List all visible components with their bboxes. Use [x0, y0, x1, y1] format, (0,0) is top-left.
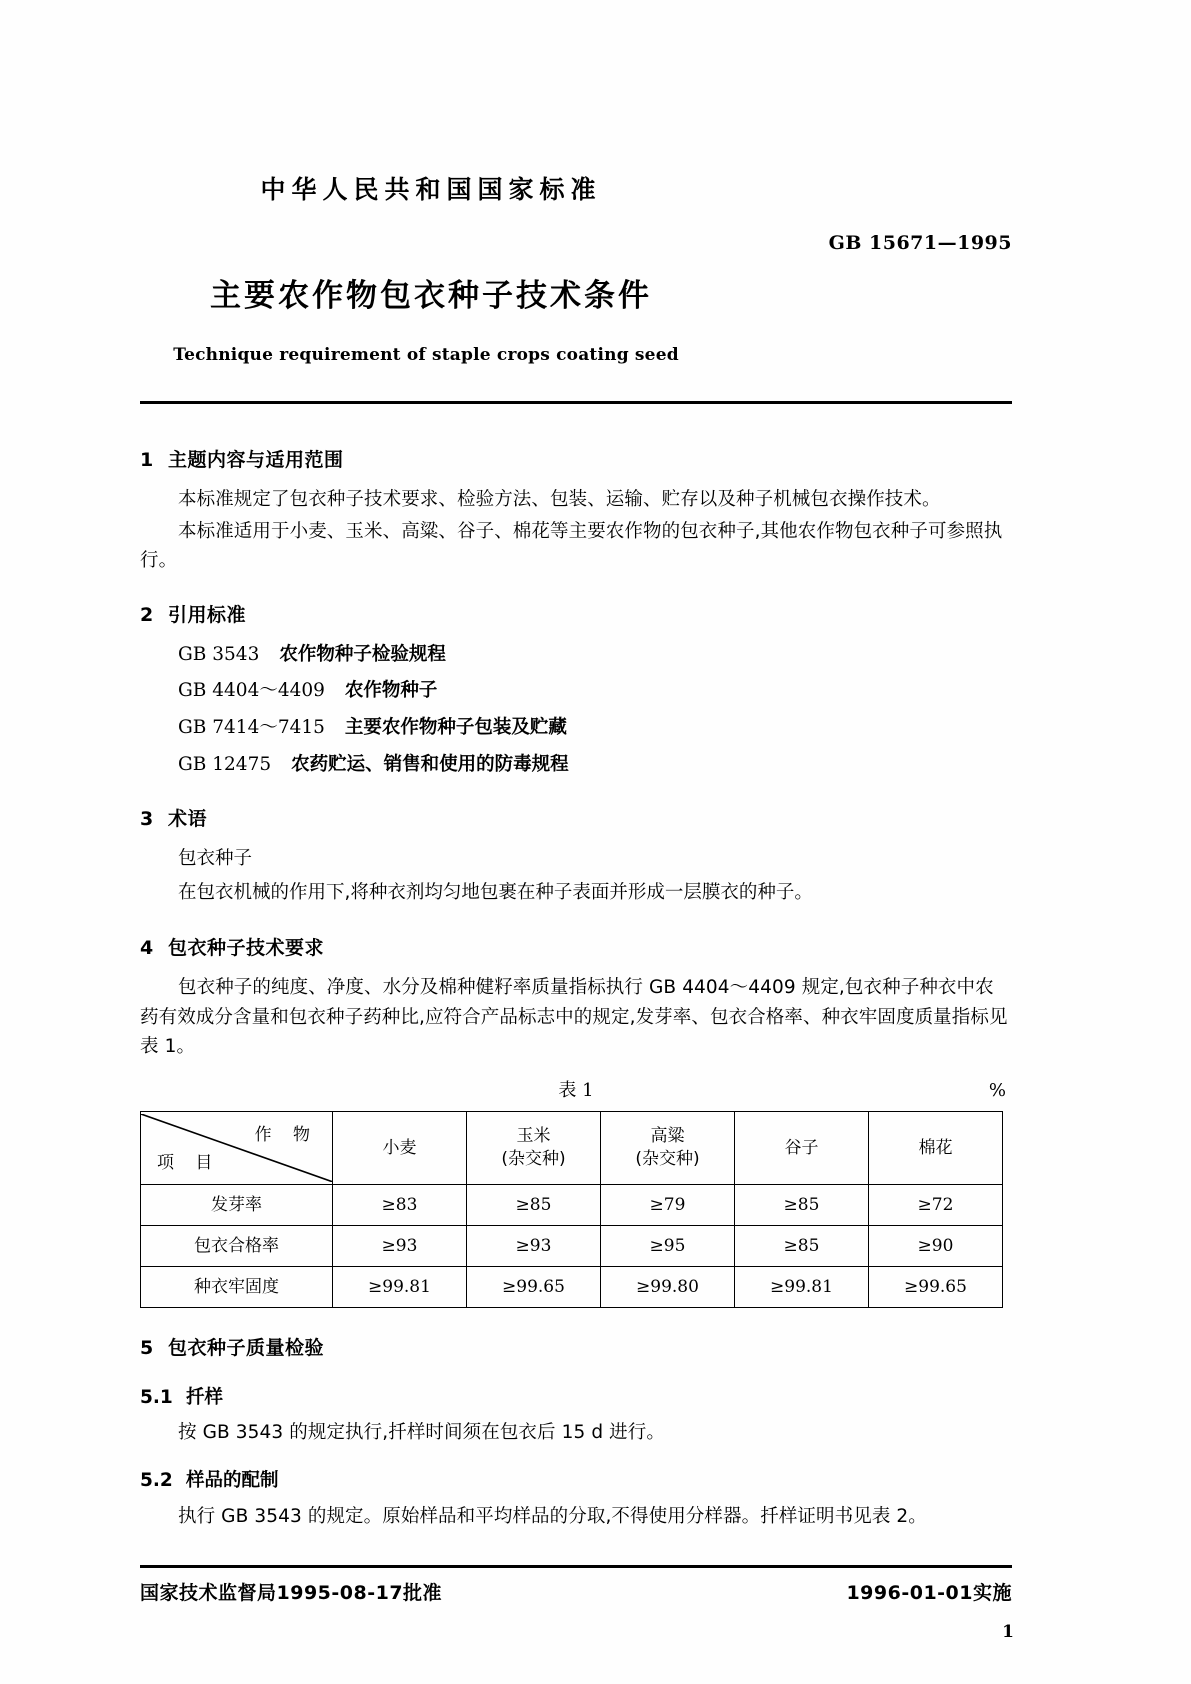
reference-title: 农作物种子检验规程 — [279, 643, 446, 665]
table-corner-cell — [141, 1112, 333, 1185]
section-1-paragraph-2: 本标准适用于小麦、玉米、高粱、谷子、棉花等主要农作物的包衣种子,其他农作物包衣种子可参照执行。 — [140, 520, 1003, 571]
section-5-2-number: 5.2 — [140, 1470, 173, 1492]
section-5-2-title: 样品的配制 — [186, 1470, 279, 1492]
section-5-heading — [140, 1334, 1012, 1363]
implementation-date: 1996-01-01实施 — [846, 1582, 1012, 1605]
table-column-header — [333, 1112, 467, 1185]
section-1-paragraph-1: 本标准规定了包衣种子技术要求、检验方法、包装、运输、贮存以及种子机械包衣操作技术。 — [178, 489, 941, 511]
corner-crop-label: 作 物 — [254, 1125, 318, 1146]
page-number: 1 — [1002, 1622, 1014, 1643]
section-4-title: 包衣种子技术要求 — [168, 937, 325, 959]
column-header-line2: (杂交种) — [635, 1149, 700, 1170]
section-5-1-heading — [140, 1384, 1012, 1413]
table-cell: ≥85 — [467, 1185, 601, 1226]
list-item — [178, 677, 1012, 706]
table-1 — [140, 1111, 1003, 1308]
term-name: 包衣种子 — [178, 847, 253, 869]
section-1-number: 1 — [140, 449, 154, 471]
column-header-line1: 玉米 — [516, 1126, 551, 1147]
table-column-header — [869, 1112, 1003, 1185]
reference-code: GB 3543 — [178, 643, 260, 665]
standard-number-row — [140, 232, 1012, 266]
reference-code: GB 12475 — [178, 753, 272, 775]
reference-code: GB 4404～4409 — [178, 680, 325, 702]
section-1-heading — [140, 446, 1012, 475]
table-cell: ≥90 — [869, 1226, 1003, 1267]
row-label: 包衣合格率 — [141, 1226, 333, 1267]
row-label: 种衣牢固度 — [141, 1267, 333, 1308]
list-item — [178, 641, 1012, 670]
table-cell: ≥85 — [735, 1226, 869, 1267]
table-cell: ≥72 — [869, 1185, 1003, 1226]
table-column-header — [601, 1112, 735, 1185]
table-cell: ≥83 — [333, 1185, 467, 1226]
section-2-title: 引用标准 — [168, 604, 247, 627]
section-3-heading — [140, 805, 1012, 834]
section-3-number: 3 — [140, 808, 154, 831]
table-1-unit: % — [988, 1080, 1006, 1102]
section-2-number: 2 — [140, 604, 154, 627]
section-5-1-paragraph: 按 GB 3543 的规定执行,扦样时间须在包衣后 15 d 进行。 — [178, 1422, 665, 1444]
table-row — [141, 1267, 1003, 1308]
section-2-heading — [140, 601, 1012, 630]
reference-code: GB 7414～7415 — [178, 716, 325, 738]
corner-item-label: 项 目 — [157, 1152, 221, 1173]
row-label: 发芽率 — [141, 1185, 333, 1226]
section-3-title: 术语 — [168, 808, 208, 831]
table-cell: ≥95 — [601, 1226, 735, 1267]
page-footer — [140, 1578, 1014, 1643]
page-title-english: Technique requirement of staple crops coating seed — [173, 345, 679, 365]
list-item — [178, 714, 1012, 743]
table-cell: ≥79 — [601, 1185, 735, 1226]
table-cell: ≥93 — [467, 1226, 601, 1267]
table-cell: ≥99.80 — [601, 1267, 735, 1308]
term-definition: 在包衣机械的作用下,将种衣剂均匀地包裹在种子表面并形成一层膜衣的种子。 — [178, 882, 813, 904]
table-cell: ≥99.81 — [735, 1267, 869, 1308]
column-header-line1: 高粱 — [650, 1126, 685, 1147]
section-5-2-paragraph: 执行 GB 3543 的规定。原始样品和平均样品的分取,不得使用分样器。扦样证明书见表 2。 — [178, 1506, 927, 1528]
table-1-caption-row — [140, 1077, 1012, 1105]
header-divider — [140, 401, 1012, 404]
table-column-header — [467, 1112, 601, 1185]
page-content-area — [140, 0, 1014, 1643]
table-cell: ≥99.65 — [467, 1267, 601, 1308]
table-1-caption: 表 1 — [558, 1080, 594, 1102]
section-4-heading — [140, 934, 1012, 963]
table-cell: ≥85 — [735, 1185, 869, 1226]
reference-title: 农作物种子 — [344, 680, 438, 702]
referenced-standards-list — [140, 641, 1012, 780]
column-header-line1: 小麦 — [382, 1137, 417, 1158]
national-standard-label: 中华人民共和国国家标准 — [260, 175, 602, 204]
table-cell: ≥99.65 — [869, 1267, 1003, 1308]
masthead — [140, 0, 1012, 365]
reference-title: 主要农作物种子包装及贮藏 — [344, 716, 567, 738]
document-body — [140, 446, 1012, 1531]
table-row — [141, 1226, 1003, 1267]
section-1-title: 主题内容与适用范围 — [168, 449, 344, 471]
column-header-line1: 谷子 — [784, 1137, 819, 1158]
section-5-title: 包衣种子质量检验 — [168, 1337, 325, 1360]
column-header-line2: (杂交种) — [501, 1149, 566, 1170]
section-5-number: 5 — [140, 1337, 154, 1360]
column-header-line1: 棉花 — [918, 1137, 953, 1158]
footer-divider — [140, 1565, 1012, 1568]
list-item — [178, 751, 1012, 780]
approval-info: 国家技术监督局1995-08-17批准 — [140, 1582, 443, 1605]
table-row — [141, 1185, 1003, 1226]
reference-title: 农药贮运、销售和使用的防毒规程 — [291, 753, 569, 775]
section-5-1-title: 扦样 — [186, 1386, 224, 1408]
section-5-2-heading — [140, 1467, 1012, 1496]
table-cell: ≥99.81 — [333, 1267, 467, 1308]
section-5-1-number: 5.1 — [140, 1386, 173, 1408]
standard-number: GB 15671—1995 — [828, 232, 1012, 254]
table-cell: ≥93 — [333, 1226, 467, 1267]
section-4-number: 4 — [140, 937, 154, 959]
table-column-header — [735, 1112, 869, 1185]
section-4-paragraph-1: 包衣种子的纯度、净度、水分及棉种健籽率质量指标执行 GB 4404～4409 规定,包衣种子种衣中农药有效成分含量和包衣种子药种比,应符合产品标志中的规定,发芽率、包衣合格率、种衣牢固度质量指标见表 1。 — [140, 977, 1008, 1057]
page-title: 主要农作物包衣种子技术条件 — [210, 278, 652, 314]
table-header-row — [141, 1112, 1003, 1185]
